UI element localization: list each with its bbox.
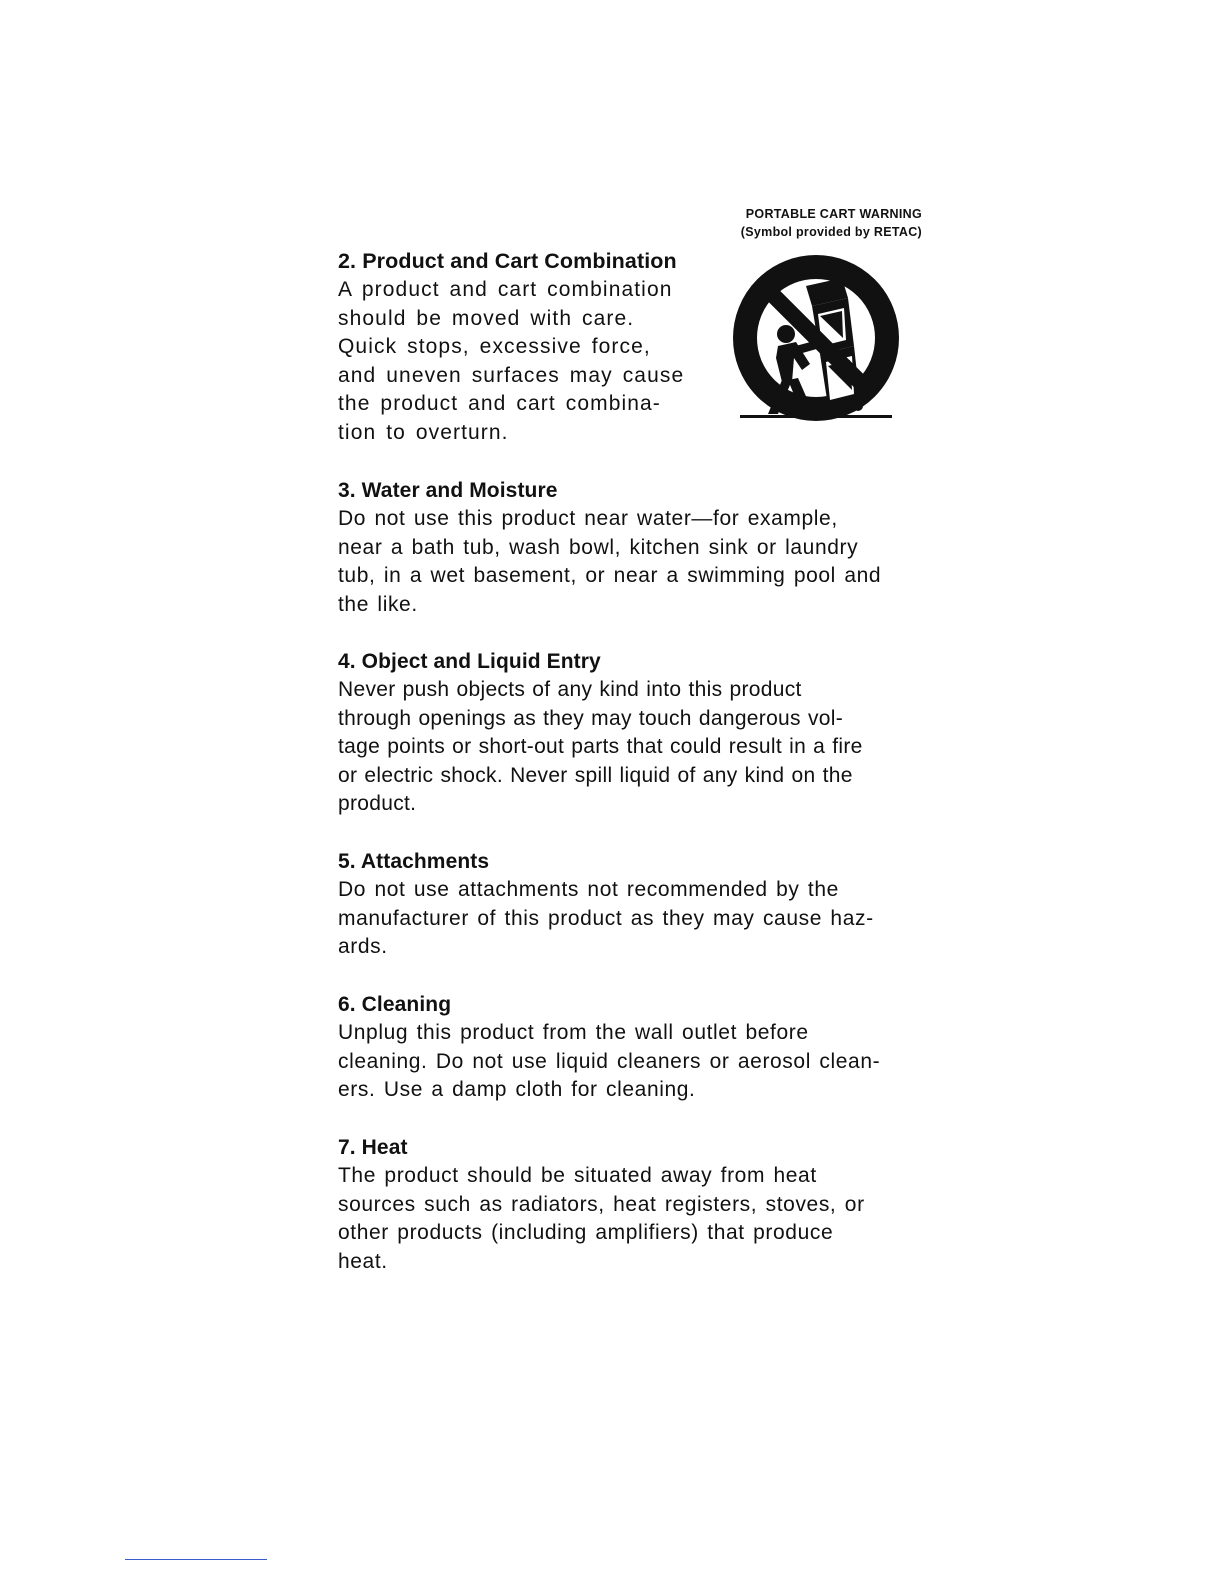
body-line: the like. — [338, 592, 418, 616]
body-line: ards. — [338, 935, 388, 959]
section-cleaning — [338, 990, 904, 1105]
body-line: manufacturer of this product as they may cause haz- — [338, 906, 874, 930]
section-body — [338, 876, 904, 962]
body-line: other products (including amplifiers) that produce — [338, 1221, 834, 1245]
body-line: ers. Use a damp cloth for cleaning. — [338, 1078, 696, 1102]
section-body — [338, 276, 704, 448]
section-heading: 5. Attachments — [338, 850, 490, 873]
body-line: A product and cart combination — [338, 278, 673, 301]
section-body — [338, 505, 904, 619]
no-cart-tipping-icon — [726, 254, 906, 434]
body-line: or electric shock. Never spill liquid of any kind on the — [338, 763, 853, 787]
body-line: heat. — [338, 1249, 388, 1273]
body-line: through openings as they may touch dangerous vol- — [338, 706, 844, 730]
body-line: near a bath tub, wash bowl, kitchen sink or laundry — [338, 535, 859, 559]
body-line: tage points or short-out parts that could result in a fire — [338, 735, 863, 759]
section-attachments — [338, 847, 904, 962]
body-line: and uneven surfaces may cause — [338, 363, 685, 387]
body-line: Quick stops, excessive force, — [338, 335, 651, 359]
section-heading: 2. Product and Cart Combination — [338, 249, 677, 273]
section-body — [338, 1162, 904, 1276]
section-heading: 4. Object and Liquid Entry — [338, 650, 601, 673]
cart-warning-caption — [716, 205, 922, 241]
body-line: tion to overturn. — [338, 420, 509, 444]
section-body — [338, 676, 904, 819]
section-body — [338, 1019, 904, 1105]
body-line: The product should be situated away from heat — [338, 1164, 817, 1187]
body-line: the product and cart combina- — [338, 392, 661, 416]
cart-warning-caption-line-2: (Symbol provided by RETAC) — [740, 225, 922, 239]
body-line: should be moved with care. — [338, 306, 635, 330]
section-heading: 7. Heat — [338, 1136, 408, 1159]
body-line: Do not use attachments not recommended by the — [338, 878, 839, 901]
cart-warning-caption-line-1: PORTABLE CART WARNING — [745, 207, 922, 221]
footnote-rule — [125, 1559, 267, 1560]
body-line: sources such as radiators, heat registers, stoves, or — [338, 1192, 865, 1216]
body-line: cleaning. Do not use liquid cleaners or aerosol clean- — [338, 1049, 881, 1073]
body-line: Do not use this product near water—for example, — [338, 507, 838, 530]
body-line: Never push objects of any kind into this product — [338, 678, 802, 701]
section-heading: 6. Cleaning — [338, 993, 452, 1016]
body-line: tub, in a wet basement, or near a swimming pool and — [338, 564, 882, 588]
section-product-cart-combination — [338, 247, 704, 448]
section-heat — [338, 1133, 904, 1276]
body-line: Unplug this product from the wall outlet before — [338, 1021, 809, 1044]
section-heading: 3. Water and Moisture — [338, 479, 558, 502]
section-water-moisture — [338, 476, 904, 619]
section-object-liquid-entry — [338, 647, 904, 819]
body-line: product. — [338, 792, 417, 816]
